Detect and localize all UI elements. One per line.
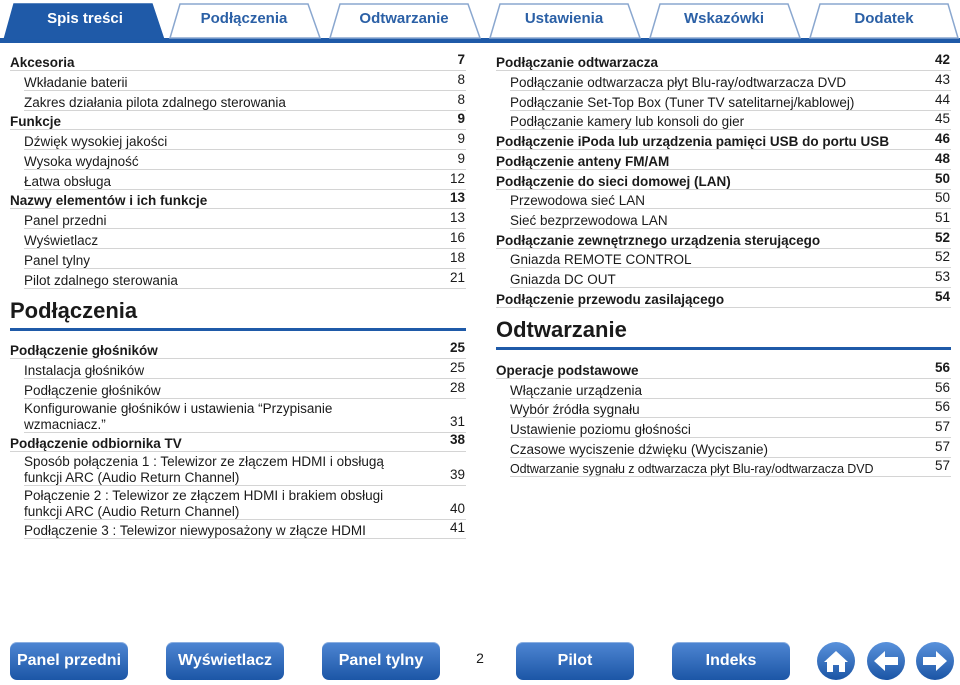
toc-entry[interactable] (24, 452, 466, 486)
tab-dodatek[interactable]: Dodatek (854, 10, 914, 27)
toc-entry-page: 13 (449, 190, 465, 205)
toc-entry[interactable] (24, 379, 466, 399)
arrow-right-icon[interactable] (915, 641, 955, 681)
nav-pilot-button[interactable]: Pilot (516, 642, 634, 680)
toc-entry[interactable] (496, 229, 951, 249)
top-tab-bar (0, 0, 960, 44)
toc-entry-page: 12 (449, 171, 465, 186)
page-number: 2 (476, 650, 484, 666)
toc-entry-page: 40 (449, 501, 465, 516)
toc-entry-title: Akcesoria (10, 55, 75, 70)
nav-panel-tylny-button[interactable]: Panel tylny (322, 642, 440, 680)
toc-entry[interactable] (510, 111, 951, 130)
toc-entry[interactable] (10, 433, 466, 452)
toc-entry[interactable] (24, 150, 466, 170)
toc-entry-page: 50 (934, 190, 950, 205)
toc-entry-page: 41 (449, 520, 465, 535)
toc-entry-title: Podłączenie odbiornika TV (10, 436, 182, 451)
toc-entry[interactable] (496, 51, 951, 71)
toc-entry-title: Wyświetlacz (24, 233, 99, 248)
toc-entry-title: Gniazda REMOTE CONTROL (510, 252, 692, 267)
toc-entry[interactable] (510, 458, 951, 477)
toc-entry-title: Włączanie urządzenia (510, 383, 643, 398)
toc-entry-title: Podłączanie kamery lub konsoli do gier (510, 114, 745, 129)
toc-entry[interactable] (10, 51, 466, 71)
toc-entry-title: Podłączenie głośników (10, 343, 158, 358)
toc-entry-title: Podłączenie przewodu zasilającego (496, 292, 725, 307)
toc-entry-title: Sposób połączenia 1 : Telewizor ze złączem HDMI i obsługą funkcji ARC (Audio Return Channel) (24, 454, 384, 485)
toc-entry-page: 7 (457, 52, 465, 67)
toc-entry[interactable] (24, 170, 466, 190)
toc-entry[interactable] (510, 209, 951, 229)
toc-entry-page: 48 (934, 151, 950, 166)
toc-entry[interactable] (24, 209, 466, 229)
toc-entry[interactable] (24, 91, 466, 111)
toc-entry-page: 25 (449, 340, 465, 355)
toc-entry-title: Wkładanie baterii (24, 75, 128, 90)
toc-entry[interactable] (24, 71, 466, 91)
toc-entry[interactable] (510, 190, 951, 209)
toc-entry-title: Czasowe wyciszenie dźwięku (Wyciszanie) (510, 442, 768, 457)
toc-entry-page: 57 (934, 419, 950, 434)
toc-entry[interactable] (496, 170, 951, 190)
toc-entry-page: 52 (934, 230, 950, 245)
toc-entry[interactable] (24, 249, 466, 269)
toc-entry-title: Łatwa obsługa (24, 174, 112, 189)
toc-entry-title: Dźwięk wysokiej jakości (24, 134, 168, 149)
toc-entry-page: 13 (449, 210, 465, 225)
toc-entry-title: Pilot zdalnego sterowania (24, 273, 178, 288)
toc-entry-page: 50 (934, 171, 950, 186)
toc-entry-title: Wybór źródła sygnału (510, 402, 640, 417)
toc-entry-title: Panel przedni (24, 213, 107, 228)
section-heading-title: Podłączenia (10, 298, 138, 323)
tab-odtwarzanie[interactable]: Odtwarzanie (359, 10, 449, 27)
toc-entry-title: Instalacja głośników (24, 363, 145, 378)
arrow-left-icon[interactable] (866, 641, 906, 681)
toc-entry[interactable] (510, 379, 951, 399)
toc-entry-page: 56 (934, 399, 950, 414)
toc-entry-page: 8 (457, 92, 465, 107)
toc-entry-page: 44 (934, 92, 950, 107)
toc-entry-page: 56 (934, 380, 950, 395)
toc-entry-title: Wysoka wydajność (24, 154, 139, 169)
toc-entry-page: 51 (934, 210, 950, 225)
toc-entry-title: Funkcje (10, 114, 62, 129)
nav-indeks-button[interactable]: Indeks (672, 642, 790, 680)
toc-entry-title: Podłączenie do sieci domowej (LAN) (496, 174, 731, 189)
nav-wyswietlacz-button[interactable]: Wyświetlacz (166, 642, 284, 680)
toc-entry-title: Podłączenie anteny FM/AM (496, 154, 670, 169)
toc-entry[interactable] (496, 150, 951, 170)
toc-entry-page: 25 (449, 360, 465, 375)
toc-entry-title: Odtwarzanie sygnału z odtwarzacza płyt Blu-ray/odtwarzacza DVD (510, 462, 874, 476)
toc-entry-page: 53 (934, 269, 950, 284)
toc-entry-page: 46 (934, 131, 950, 146)
toc-entry[interactable] (510, 91, 951, 111)
toc-entry-title: Podłączenie 3 : Telewizor niewyposażony w złącze HDMI (24, 523, 366, 538)
toc-entry-page: 9 (457, 151, 465, 166)
toc-entry[interactable] (24, 229, 466, 249)
toc-entry-page: 21 (449, 270, 465, 285)
tab-podlaczenia[interactable]: Podłączenia (200, 10, 288, 27)
toc-entry-page: 56 (934, 360, 950, 375)
toc-entry[interactable] (24, 130, 466, 150)
tab-ustawienia[interactable]: Ustawienia (524, 10, 604, 27)
toc-entry[interactable] (24, 486, 466, 520)
toc-entry-title: Operacje podstawowe (496, 363, 639, 378)
toc-entry-page: 9 (457, 111, 465, 126)
toc-entry[interactable] (24, 399, 466, 433)
toc-entry[interactable] (24, 520, 466, 539)
toc-entry[interactable] (510, 418, 951, 438)
toc-entry-page: 52 (934, 249, 950, 264)
toc-entry-title: Konfigurowanie głośników i ustawienia “Przypisanie wzmacniacz.” (24, 401, 333, 432)
toc-entry-title: Sieć bezprzewodowa LAN (510, 213, 668, 228)
toc-entry[interactable] (496, 359, 951, 379)
toc-entry-page: 45 (934, 111, 950, 126)
toc-entry-title: Podłączenie głośników (24, 383, 161, 398)
toc-entry-title: Połączenie 2 : Telewizor ze złączem HDMI i brakiem obsługi funkcji ARC (Audio Return Channel) (24, 488, 384, 519)
toc-entry-page: 31 (449, 414, 465, 429)
toc-entry-title: Podłączanie odtwarzacza (496, 55, 659, 70)
toc-entry-title: Panel tylny (24, 253, 91, 268)
toc-entry-title: Podłączenie iPoda lub urządzenia pamięci USB do portu USB (496, 134, 890, 149)
toc-entry-page: 8 (457, 72, 465, 87)
toc-entry[interactable] (510, 71, 951, 91)
toc-left-column (10, 51, 466, 539)
toc-entry[interactable] (10, 190, 466, 209)
toc-entry-title: Podłączanie Set-Top Box (Tuner TV satelitarnej/kablowej) (510, 95, 855, 110)
toc-entry-title: Gniazda DC OUT (510, 272, 616, 287)
tab-spis-tresci[interactable]: Spis treści (47, 10, 123, 27)
toc-entry-page: 39 (449, 467, 465, 482)
toc-entry[interactable] (496, 130, 951, 150)
toc-entry-title: Przewodowa sieć LAN (510, 193, 646, 208)
toc-entry-page: 54 (934, 289, 950, 304)
section-heading-title: Odtwarzanie (496, 317, 627, 342)
toc-entry[interactable] (510, 249, 951, 268)
toc-entry-page: 57 (934, 458, 950, 473)
toc-entry[interactable] (510, 438, 951, 458)
toc-entry-page: 43 (934, 72, 950, 87)
toc-entry[interactable] (24, 269, 466, 289)
toc-entry-title: Nazwy elementów i ich funkcje (10, 193, 208, 208)
toc-entry-title: Ustawienie poziomu głośności (510, 422, 691, 437)
section-heading-podlaczenia (10, 289, 466, 331)
toc-entry[interactable] (496, 288, 951, 308)
toc-entry[interactable] (10, 339, 466, 359)
toc-entry-page: 16 (449, 230, 465, 245)
toc-entry[interactable] (10, 111, 466, 130)
toc-entry-page: 28 (449, 380, 465, 395)
home-icon[interactable] (816, 641, 856, 681)
toc-entry[interactable] (510, 399, 951, 418)
toc-right-column (496, 51, 951, 477)
toc-entry[interactable] (510, 268, 951, 288)
tab-wskazowki[interactable]: Wskazówki (683, 10, 765, 27)
nav-panel-przedni-button[interactable]: Panel przedni (10, 642, 128, 680)
section-heading-odtwarzanie (496, 308, 951, 350)
toc-entry-page: 42 (934, 52, 950, 67)
toc-entry-page: 18 (449, 250, 465, 265)
toc-entry-title: Podłączanie zewnętrznego urządzenia sterującego (496, 233, 821, 248)
toc-entry-title: Zakres działania pilota zdalnego sterowania (24, 95, 286, 110)
toc-entry-page: 9 (457, 131, 465, 146)
toc-entry[interactable] (24, 359, 466, 379)
toc-entry-title: Podłączanie odtwarzacza płyt Blu-ray/odtwarzacza DVD (510, 75, 847, 90)
toc-entry-page: 38 (449, 432, 465, 447)
toc-entry-page: 57 (934, 439, 950, 454)
